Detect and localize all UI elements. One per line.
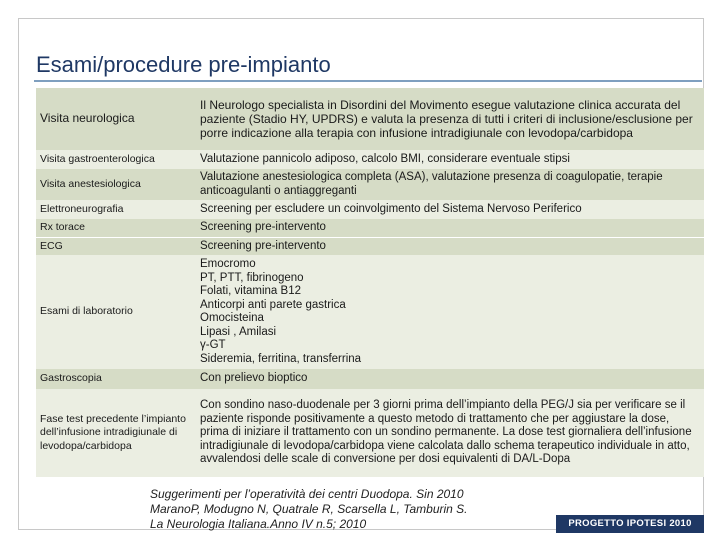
table-row — [36, 369, 704, 389]
row-value: Valutazione anestesiologica completa (ASA), valutazione presenza di coagulopatie, terapie anticoagulanti o antiaggreganti — [196, 169, 704, 200]
row-value: Screening pre-intervento — [196, 219, 704, 237]
row-value: Il Neurologo specialista in Disordini del Movimento esegue valutazione clinica accurata del paziente (Stadio HY, UPDRS) e valuta la presenza di tutti i criteri di inclusione/esclusione per porre indicazione alla terapia con infusione intradigiunale con levodopa/carbidopa — [196, 88, 704, 150]
list-item: PT, PTT, fibrinogeno — [200, 271, 304, 284]
table-row — [36, 237, 704, 255]
list-item: Folati, vitamina B12 — [200, 285, 301, 297]
list-item: Emocromo — [200, 258, 256, 270]
list-item: γ-GT — [200, 339, 226, 351]
list-item: Sideremia, ferritina, transferrina — [200, 352, 362, 365]
title-divider — [34, 80, 702, 82]
row-label: Rx torace — [36, 219, 196, 237]
table-row — [36, 150, 704, 169]
list-item: Omocisteina — [200, 312, 264, 324]
citation-line: Suggerimenti per l’operatività dei centri Duodopa. Sin 2010 — [150, 487, 464, 501]
table-row — [36, 255, 704, 369]
table-row — [36, 169, 704, 200]
row-label: Visita anestesiologica — [36, 169, 196, 200]
list-item: Lipasi , Amilasi — [200, 325, 277, 338]
citation-line: MaranoP, Modugno N, Quatrale R, Scarsella L, Tamburin S. — [150, 502, 468, 516]
table-row — [36, 219, 704, 237]
list-item: Anticorpi anti parete gastrica — [200, 298, 346, 311]
lab-exams-list — [196, 255, 704, 369]
project-badge: PROGETTO IPOTESI 2010 — [556, 515, 704, 533]
row-label: Elettroneurografia — [36, 200, 196, 219]
table-row — [36, 88, 704, 150]
row-value: Screening pre-intervento — [196, 237, 704, 255]
row-value: Screening per escludere un coinvolgimento del Sistema Nervoso Periferico — [196, 200, 704, 219]
row-label: Fase test precedente l’impianto dell’infusione intradigiunale di levodopa/carbidopa — [36, 389, 196, 477]
row-value: Con prelievo bioptico — [196, 369, 704, 389]
slide-title: Esami/procedure pre-impianto — [36, 52, 331, 77]
citation-line: La Neurologia Italiana.Anno IV n.5; 2010 — [150, 517, 367, 531]
table-row — [36, 389, 704, 477]
row-value: Con sondino naso-duodenale per 3 giorni prima dell’impianto della PEG/J sia per verificare se il paziente risponde positivamente a questo metodo di trattamento che per aggiustare la dose, prima di iniziare il trattamento con un sondino permanente. La dose test giornaliera dell’infusione intradigiunale di levodopa/carbidopa viene calcolata dallo schema terapeutico individuale in atto, avvalendosi delle scale di conversione per dosi equivalenti di DA/L-Dopa — [196, 389, 704, 477]
row-label: Esami di laboratorio — [36, 255, 196, 369]
row-label: Gastroscopia — [36, 369, 196, 389]
procedures-table — [36, 88, 704, 477]
row-label: Visita neurologica — [36, 88, 196, 150]
row-label: Visita gastroenterologica — [36, 150, 196, 169]
table-row — [36, 200, 704, 219]
reference-citation — [150, 487, 468, 532]
row-label: ECG — [36, 237, 196, 255]
row-value: Valutazione pannicolo adiposo, calcolo BMI, considerare eventuale stipsi — [196, 150, 704, 169]
